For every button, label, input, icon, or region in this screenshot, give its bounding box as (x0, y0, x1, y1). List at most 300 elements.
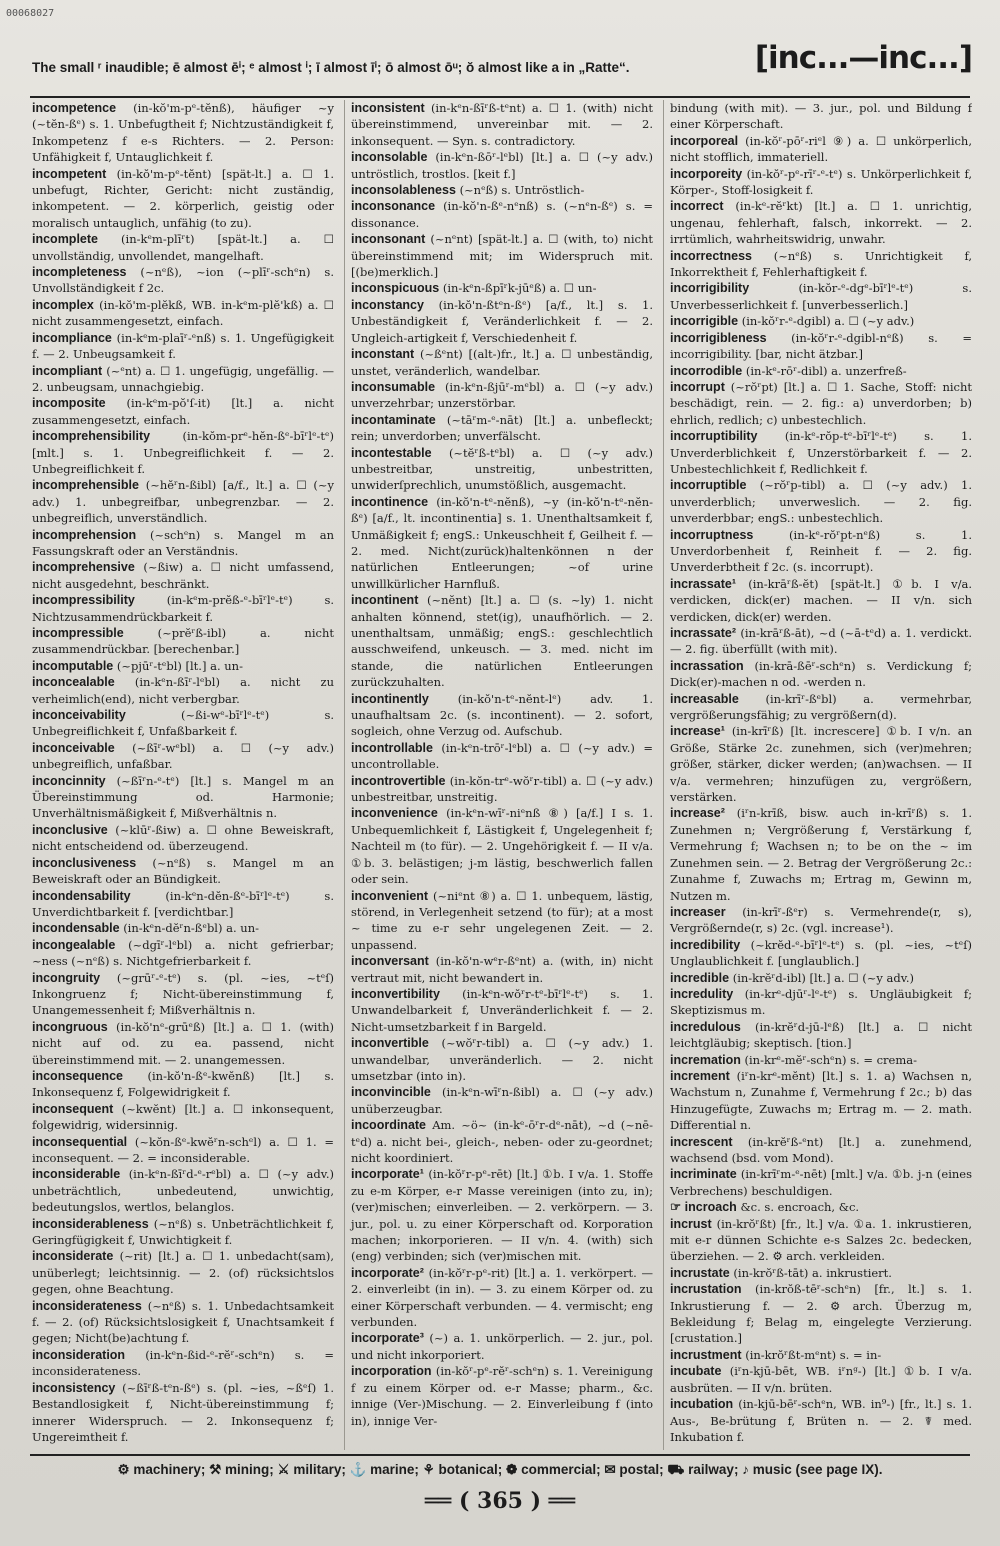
headword: incorrigibility (670, 281, 750, 296)
headword: incontinently (351, 691, 429, 706)
dictionary-entry (351, 805, 653, 887)
entry-definition: (in-kᵉn-ßīʳß-tᵉnt) a. ☐ 1. (with) nicht übereinstimmend, unvereinbar mit. — 2. inkonsequent. — Syn. s. contradictory. (351, 101, 653, 148)
entry-definition: (~ßiw) a. ☐ nicht umfassend, nicht ausgedehnt, beschränkt. (32, 560, 334, 591)
entry-definition: (in-kŏm-prᵉ-hĕn-ßᵉ-bīʳlᵉ-tᵉ) [mlt.] s. 1. Unbegreiflichkeit f. — 2. Unbegreiflichkeit f. (32, 429, 334, 476)
headword: incorruptibility (670, 429, 758, 444)
entry-definition: (iʳn-krᵉ-mĕnt) [lt.] s. 1. a) Wachsen n, Wachstum n, Zunahme f, Vermehrung f 2c.; b) das Hinzugefügte, Zuwachs m; Ertrag m. — 2. math. Differential n. (670, 1068, 972, 1133)
dictionary-entry (351, 888, 653, 954)
dictionary-entry (670, 658, 972, 691)
headword: inconsideration (32, 1347, 126, 1362)
dictionary-entry (351, 379, 653, 412)
entry-definition: (in-krīʳ-ßᵉbl) a. vermehrbar, vergrößerungsfähig; zu vergrößern(d). (670, 691, 972, 723)
dictionary-entry (351, 182, 653, 198)
dictionary-entry (32, 1134, 334, 1167)
entry-definition: (in-kŏ'n-ßᵉ-nᵉnß) s. (~nᵉn-ßᵉ) s. = dissonance. (351, 199, 653, 230)
headword: incorruptible (670, 478, 747, 493)
entry-definition: (in-kᵉ-rŏp-tᵉ-bīʳlᵉ-tᵉ) s. 1. Unverderblichkeit f, Unzerstörbarkeit f. — 2. Unbestechlichkeit f, Redlichkeit f. (670, 429, 972, 476)
dictionary-entry (670, 1134, 972, 1167)
dictionary-entry (32, 231, 334, 264)
dictionary-entry (670, 691, 972, 724)
entry-definition: (in-kᵉn-dĕn-ßᵉ-bīʳlᵉ-tᵉ) s. Unverdichtbarkeit f. [verdichtbar.] (32, 888, 334, 919)
dictionary-entry (670, 363, 972, 379)
entry-definition: (in-kŏʳ-pōʳ-riᵉl ⑨) a. ☐ unkörperlich, nicht stofflich, immateriell. (670, 133, 972, 165)
headword: incorrodible (670, 363, 743, 378)
dictionary-entry (351, 1084, 653, 1117)
page-number: ══ ( 365 ) ══ (424, 1488, 576, 1514)
headword: incredulity (670, 986, 734, 1001)
headword: incorruptness (670, 527, 754, 542)
header-rule (30, 96, 970, 98)
dictionary-entry (32, 527, 334, 560)
footer-rule (30, 1454, 970, 1456)
dictionary-entry (32, 395, 334, 428)
dictionary-entry (351, 986, 653, 1035)
dictionary-entry (32, 1347, 334, 1380)
entry-definition: (~ßīʳ-wᵉbl) a. ☐ (~y adv.) unbegreiflich, unfaßbar. (32, 740, 334, 772)
entry-definition: (in-kŏʳr-pᵉ-rēt) [lt.] ①b. I v/a. 1. Stoffe zu e-m Körper, e-r Masse vereinigen (into zu, in); (ver)mischen; einverleiben. — 2. verkörpern. — 3. jur., pol. u. zu einer Körperschaft od. Korporation machen; inkorporieren. — II v/n. 4. (with) sich (eng) verbinden; sich (ver)mischen mit. (351, 1167, 653, 1264)
dictionary-entry (351, 1166, 653, 1264)
entry-definition: (~nᵉß) s. Untröstlich- (459, 183, 585, 198)
entry-definition: (~niᵉnt ⑧) a. ☐ 1. unbequem, lästig, störend, in Verlegenheit setzend (to für); at a most ~ time zu e-r sehr ungelegenen Zeit. — 2. unpassend. (351, 888, 653, 952)
headword: incorporate³ (351, 1331, 424, 1346)
entry-definition: (in-kᵉn-ßjūʳ-mᵉbl) a. ☐ (~y adv.) unverzehrbar; unzerstörbar. (351, 379, 653, 411)
entry-definition: (in-krŏß-tēʳ-schᵉn) [fr., lt.] s. 1. Inkrustierung f. — 2. ⚙ arch. Überzug m, Bekleidung f; Belag m, eingelegte Verzierung. [crustation.] (670, 1282, 972, 1346)
dictionary-entry (32, 658, 334, 674)
dictionary-entry (670, 970, 972, 986)
entry-definition: (~) a. 1. unkörperlich. — 2. jur., pol. und nicht inkorporiert. (351, 1331, 653, 1362)
headword: incrassation (670, 658, 744, 673)
dictionary-entry (351, 1330, 653, 1363)
entry-definition: (in-kᵉn-wīʳ-niᵉnß ⑧) [a/f.] I s. 1. Unbequemlichkeit f, Lästigkeit f, Ungelegenheit f; Nachteil m (to für). — 2. Ungehörigkeit f. — II v/a. ①b. 3. belästigen; j-m lästig, beschwerlich fallen oder sein. (351, 806, 653, 887)
headword: incomputable (32, 658, 114, 673)
headword: incrassate² (670, 626, 737, 640)
entry-definition: (in-kŏ'n-tᵉ-nĕnt-lᵉ) adv. 1. unaufhaltsam 2c. (s. incontinent). — 2. sofort, sogleich, ohne Verzug od. Aufschub. (351, 691, 653, 739)
entry-definition: (in-kŏʳr-ᵉ-dgibl-nᵉß) s. = incorrigibility. [bar, nicht ätzbar.] (670, 330, 972, 362)
entry-definition: (~schᵉn) s. Mangel m an Fassungskraft oder an Verständnis. (32, 527, 334, 558)
entry-definition: (in-krā-ßēʳ-schᵉn) s. Verdickung f; Dick(er)-machen n od. -werden n. (670, 658, 972, 690)
dictionary-entry (670, 723, 972, 805)
headword: inconcealable (32, 675, 115, 690)
headword: incrustment (670, 1347, 742, 1362)
dictionary-entry (351, 445, 653, 494)
headword: incontinence (351, 494, 429, 509)
entry-definition: (in-krĕʳß-ᵉnt) [lt.] a. zunehmend, wachsend (bsd. vom Mond). (670, 1134, 972, 1165)
dictionary-entry (351, 494, 653, 592)
headword: inconvenient (351, 888, 429, 903)
headword: incrust (670, 1216, 712, 1231)
entry-definition: (~nᵉß) s. Mangel m an Beweiskraft oder an Bündigkeit. (32, 855, 334, 887)
headword: inconsequential (32, 1134, 128, 1149)
headword: increase² (670, 806, 725, 821)
entry-definition: (in-krĕʳd-jū-lᵉß) [lt.] a. ☐ nicht leichtgläubig; skeptisch. [tion.] (670, 1019, 972, 1051)
entry-definition: (in-krīʳm-ᵉ-nēt) [mlt.] v/a. ①b. j-n (eines Verbrechens) beschuldigen. (670, 1167, 972, 1198)
dictionary-entry (351, 740, 653, 773)
entry-definition: (~ßīʳß-tᵉn-ßᵉ) s. (pl. ~ies, ~ßᵉſ) 1. Bestandlosigkeit f, Nicht-übereinstimmung f; innerer Widerspruch. — 2. Inkonsequenz f; Ungereimtheit f. (32, 1380, 334, 1444)
dictionary-entry (32, 428, 334, 477)
dictionary-entry (32, 264, 334, 297)
headword: inconsiderateness (32, 1298, 142, 1313)
dictionary-entry (670, 379, 972, 428)
headword: increasable (670, 691, 739, 706)
headword: increase¹ (670, 724, 725, 739)
entry-definition: (in-kŏ'n-ßtᵉn-ßᵉ) [a/f., lt.] s. 1. Unbeständigkeit f, Veränderlichkeit f. — 2. Ungleich-artigkeit f, Verschiedenheit f. (351, 297, 653, 345)
headword: incomprehensible (32, 478, 139, 493)
dictionary-entry (351, 691, 653, 740)
dictionary-entry (670, 986, 972, 1019)
entry-definition: (in-krĕʳd-ibl) [lt.] a. ☐ (~y adv.) (732, 970, 915, 985)
headword: inconspicuous (351, 281, 440, 296)
dictionary-entry (32, 1298, 334, 1347)
headword: inconstant (351, 347, 415, 362)
entry-definition: (~wŏʳr-tibl) a. ☐ (~y adv.) 1. unwandelbar, unveränderlich. — 2. nicht umsetzbar (into in). (351, 1036, 653, 1083)
headword: incontestable (351, 445, 432, 460)
headword: incongruity (32, 970, 101, 985)
headword: incorporation (351, 1364, 432, 1379)
dictionary-entry (32, 1216, 334, 1249)
headword: incoordinate (351, 1118, 427, 1133)
dictionary-entry (32, 707, 334, 740)
entry-definition: (~nᵉß) s. Unbeträchtlichkeit f, Geringfügigkeit f, Unwichtigkeit f. (32, 1216, 334, 1248)
headword: ☞ incroach (670, 1200, 737, 1215)
dictionary-entry (670, 100, 972, 133)
headword: incontinent (351, 593, 419, 608)
entry-definition: (in-kᵉn-ßpīʳk-jūᵉß) a. ☐ un- (442, 281, 597, 296)
headword: inconcinnity (32, 773, 106, 788)
dictionary-entry (32, 166, 334, 232)
entry-definition: (in-kŏʳ-pᵉ-rīʳ-ᵉ-tᵉ) s. Unkörperlichkeit f, Körper-, Stoff-losigkeit f. (670, 166, 972, 198)
entry-definition: (~kŏn-ßᵉ-kwĕʳn-schᵉl) a. ☐ 1. = inconsequent. — 2. = inconsiderable. (32, 1134, 334, 1165)
headword: incondensable (32, 921, 120, 936)
entry-definition: (in-krŏʳßt-mᵉnt) s. = in- (745, 1347, 882, 1362)
dictionary-entry (32, 1068, 334, 1101)
entry-definition: (in-kᵉn-ßīʳ-lᵉbl) a. nicht zu verheimlich(end), nicht verbergbar. (32, 675, 334, 706)
dictionary-entry (670, 1216, 972, 1265)
headword: incontaminate (351, 412, 436, 427)
entry-definition: (in-kᵉn-trōʳ-lᵉbl) a. ☐ (~y adv.) = uncontrollable. (351, 740, 653, 772)
entry-definition: (in-kŏ'nᵉ-grūᵉß) [lt.] a. ☐ 1. (with) nicht auf od. zu ea. passend, nicht übereinstimmend mit. — 2. unangemessen. (32, 1019, 334, 1067)
headword: incompleteness (32, 265, 127, 280)
dictionary-entry (351, 1265, 653, 1331)
entry-definition: (in-kᵉn-ßīʳd-ᵉ-rᵉbl) a. ☐ (~y adv.) unbeträchtlich, unbedeutend, unwichtig, bedeutungslos, wertlos, belanglos. (32, 1167, 334, 1215)
dictionary-entry (670, 937, 972, 970)
entry-definition: (in-kŏ'n-wᵉr-ßᵉnt) a. (with, in) nicht vertraut mit, nicht bewandert in. (351, 954, 653, 985)
headword: incrustation (670, 1282, 742, 1297)
dictionary-entry (670, 805, 972, 903)
headword: inconclusiveness (32, 855, 137, 870)
headword: inconversant (351, 954, 429, 969)
dictionary-entry (670, 133, 972, 166)
headword: incomposite (32, 396, 106, 411)
entry-definition: (~grūʳ-ᵉ-tᵉ) s. (pl. ~ies, ~tᵉſ) Inkongruenz f; Nicht-übereinstimmung f, Unangemessenheit f; Mißverhältnis n. (32, 970, 334, 1018)
column-middle (344, 100, 653, 1450)
dictionary-entry (351, 280, 653, 296)
dictionary-entry (670, 330, 972, 363)
dictionary-entry (351, 198, 653, 231)
dictionary-entry (32, 920, 334, 936)
headword: inconclusive (32, 822, 108, 837)
dictionary-entry (351, 1035, 653, 1084)
entry-definition: (in-kᵉn-wŏʳr-tᵉ-bīʳlᵉ-tᵉ) s. 1. Unwandelbarkeit f, Unveränderlichkeit f. — 2. Nicht-umsetzbarkeit f in Bargeld. (351, 986, 653, 1034)
dictionary-entry (351, 412, 653, 445)
headword: inconstancy (351, 297, 424, 312)
dictionary-entry (670, 280, 972, 313)
entry-definition: (~dgīʳ-lᵉbl) a. nicht gefrierbar; ~ness (~nᵉß) s. Nichtgefrierbarkeit f. (32, 937, 334, 969)
headword: increment (670, 1068, 730, 1083)
headword: inconvertibility (351, 986, 440, 1001)
headword: incomprehensibility (32, 429, 151, 444)
column-left (32, 100, 334, 1450)
dictionary-entry (32, 592, 334, 625)
headword: incubate (670, 1364, 722, 1379)
pronunciation-key: The small ʳ inaudible; ē almost ēⁱ; ᵉ almost ⁱ; ī almost īⁱ; ō almost ōᵘ; ŏ almost like a in „Ratte“. (32, 60, 630, 75)
headword: incomplex (32, 297, 94, 312)
headword: increaser (670, 904, 726, 919)
dictionary-entry (351, 346, 653, 379)
column-right (663, 100, 972, 1450)
dictionary-entry (670, 1052, 972, 1068)
dictionary-entry (670, 1166, 972, 1199)
entry-definition: (in-krŏʳßt) [fr., lt.] v/a. ①a. 1. inkrustieren, mit e-r dünnen Schichte e-s Salzes 2c. bedecken, überziehen. — 2. ⚙ arch. verkleiden. (670, 1216, 972, 1264)
headword: inconsumable (351, 379, 436, 394)
entry-definition: (in-kᵉ-rŏʳpt-nᵉß) s. 1. Unverdorbenheit f, Reinheit f. — 2. fig. Unverderbtheit f 2c. (s. incorrupt). (670, 527, 972, 575)
dictionary-entry (670, 313, 972, 329)
dictionary-entry (670, 1068, 972, 1134)
dictionary-entry (670, 1265, 972, 1281)
dictionary-entry (670, 1347, 972, 1363)
headword: inconsolableness (351, 183, 456, 198)
entry-definition: (~nᵉß) s. Unrichtigkeit f, Inkorrektheit f, Fehlerhaftigkeit f. (670, 248, 972, 280)
dictionary-entry (351, 592, 653, 690)
headword: inconsolable (351, 150, 428, 165)
headword: inconsequent (32, 1101, 114, 1116)
dictionary-entry (32, 1380, 334, 1446)
entry-definition: (~kwĕnt) [lt.] a. ☐ inkonsequent, folgewidrig, widersinnig. (32, 1101, 334, 1133)
dictionary-entry (670, 1281, 972, 1347)
headword: incompressibility (32, 593, 135, 608)
entry-definition: (in-kᵉ-rĕʳkt) [lt.] a. ☐ 1. unrichtig, ungenau, fehlerhaft, falsch, inkorrekt. — 2. irrtümlich, wahrheitswidrig, unwahr. (670, 199, 972, 247)
entry-definition: (in-kᵉn-ßid-ᵉ-rĕʳ-schᵉn) s. = inconsiderateness. (32, 1347, 334, 1379)
dictionary-entry (32, 100, 334, 166)
entry-definition: (~ßi-wᵉ-bīʳlᵉ-tᵉ) s. Unbegreiflichkeit f, Unfaßbarkeit f. (32, 708, 334, 739)
dictionary-entry (670, 904, 972, 937)
dictionary-entry (351, 1117, 653, 1166)
headword: incorporeal (670, 133, 739, 148)
entry-definition: (~nᵉnt) [spät-lt.] a. ☐ (with, to) nicht übereinstimmend mit; im Widerspruch mit. [(be)merklich.] (351, 232, 653, 280)
headword: inconceivability (32, 708, 126, 723)
headword: inconvertible (351, 1036, 429, 1051)
entry-definition: (~pjūʳ-tᵉbl) [lt.] a. un- (116, 658, 243, 673)
entry-definition: bindung (with mit). — 3. jur., pol. und Bildung f einer Körperschaft. (670, 101, 972, 132)
headword: inconsonant (351, 232, 426, 247)
dictionary-entry (32, 559, 334, 592)
dictionary-entry (351, 297, 653, 346)
headword: inconceivable (32, 740, 115, 755)
headword: incontrollable (351, 740, 433, 755)
entry-definition: (~nᵉß) s. 1. Unbedachtsamkeit f. — 2. (of) Rücksichtslosigkeit f, Unachtsamkeit f gegen; Nicht(be)achtung f. (32, 1298, 334, 1346)
headword: incomplete (32, 232, 98, 247)
headword: incomprehension (32, 527, 137, 542)
dictionary-entry (32, 1101, 334, 1134)
dictionary-entry (32, 625, 334, 658)
dictionary-entry (32, 822, 334, 855)
dictionary-entry (351, 773, 653, 806)
entry-definition: (~ᵉnt) a. ☐ 1. ungefügig, ungefällig. — 2. unbeugsam, unnachgiebig. (32, 363, 334, 394)
entry-definition: (in-kŏ'm-pᵉ-tĕnt) [spät-lt.] a. ☐ 1. unbefugt, Richter, Gericht: nicht zuständig, inkompetent. — 2. körperlich, geistig oder moralisch untauglich, unfähig (to zu). (32, 166, 334, 230)
headword: incompressible (32, 626, 124, 640)
entry-definition: (in-krāʳß-ĕt) [spät-lt.] ①b. I v/a. verdicken, dick(er) machen. — II v/n. sich verdicken, dick(er) werden. (670, 576, 972, 624)
entry-definition: (~ßīʳn-ᵉ-tᵉ) [lt.] s. Mangel m an Übereinstimmung od. Harmonie; Unverhältnismäßigkeit f, Mißverhältnis n. (32, 773, 334, 821)
headword: incorrigible (670, 314, 739, 329)
dictionary-entry (32, 297, 334, 330)
dictionary-entry (670, 1199, 972, 1215)
headword: incorrect (670, 199, 724, 214)
entry-definition: (in-kᵉm-prĕß-ᵉ-bīʳlᵉ-tᵉ) s. Nichtzusammendrückbarkeit f. (32, 593, 334, 624)
headword: incorporeity (670, 166, 743, 181)
entry-columns (32, 100, 972, 1450)
entry-definition: (in-kᵉm-plīʳt) [spät-lt.] a. ☐ unvollständig, unvollendet, mangelhaft. (32, 232, 334, 263)
entry-definition: (in-kᵉm-pŏ'ſ-it) [lt.] a. nicht zusammengesetzt, einfach. (32, 396, 334, 427)
entry-definition: (in-kŏ'm-pᵉ-tĕnß), häufiger ~y (~tĕn-ßᵉ) s. 1. Unbefugtheit f; Nichtzuständigkeit f, Inkompetenz f e-s Richters. — 2. Person: Unfähigkeit f, Untauglichkeit f. (32, 101, 334, 165)
headword: inconsistency (32, 1380, 116, 1395)
headword: incredulous (670, 1019, 741, 1034)
dictionary-entry (670, 527, 972, 576)
entry-definition: (~ßᵉnt) [(alt-)fr., lt.] a. ☐ unbeständig, unstet, veränderlich, wandelbar. (351, 347, 653, 378)
headword: incrustate (670, 1265, 730, 1280)
entry-definition: (~klūʳ-ßiw) a. ☐ ohne Beweiskraft, nicht entscheidend od. überzeugend. (32, 822, 334, 854)
headword: incongealable (32, 937, 116, 952)
entry-definition: (~tĕʳß-tᵉbl) a. ☐ (~y adv.) unbestreitbar, unstreitig, unbestritten, unwiderſprechlich, unumstößlich, ausgemacht. (351, 445, 653, 493)
symbol-legend: ⚙ machinery; ⚒ mining; ⚔ military; ⚓ marine; ⚘ botanical; ❁ commercial; ✉ postal; ⛟ railway; ♪ music (see page IX). (117, 1462, 883, 1477)
dictionary-entry (670, 248, 972, 281)
entry-definition: (in-kŏ'n-ßᵉ-kwĕnß) [lt.] s. Inkonsequenz f, Folgewidrigkeit f. (32, 1068, 334, 1100)
headword: incorporate² (351, 1265, 424, 1280)
entry-definition: (~hĕʳn-ßibl) [a/f., lt.] a. ☐ (~y adv.) 1. unbegreifbar, unbegrenzbar. — 2. unbegreiflich, unverständlich. (32, 478, 334, 526)
entry-definition: (in-krīʳ-ßᵉr) s. Vermehrende(r, s), Vergrößernde(r, s) 2c. (vgl. increase¹). (670, 904, 972, 936)
headword: incorrupt (670, 379, 725, 394)
headword: inconsiderableness (32, 1216, 149, 1231)
dictionary-entry (670, 1396, 972, 1445)
dictionary-entry (351, 149, 653, 182)
entry-definition: (~rŏʳpt) [lt.] a. ☐ 1. Sache, Stoff: nicht beschädigt, rein. — 2. fig.: a) unverdorben; b) ehrlich, redlich; c) unbestechlich. (670, 379, 972, 427)
entry-definition: (in-krᵉ-djūʳ-lᵉ-tᵉ) s. Ungläubigkeit f; Skeptizismus m. (670, 986, 972, 1018)
headword: incompetence (32, 101, 117, 115)
entry-definition: (in-kᵉn-ßōʳ-lᵉbl) [lt.] a. ☐ (~y adv.) untröstlich, trostlos. [keit f.] (351, 150, 653, 181)
headword: inconsonance (351, 199, 436, 214)
headword: incondensability (32, 888, 131, 903)
headword: incredibility (670, 937, 741, 952)
dictionary-entry (670, 1019, 972, 1052)
headword: incorporate¹ (351, 1167, 424, 1182)
entry-definition: (in-kŏʳ-pᵉ-rĕʳ-schᵉn) s. 1. Vereinigung f zu einem Körper od. e-r Masse; pharm., &c. innige (Ver-)Mischung. — 2. Einverleibung f (into in), innige Ver- (351, 1364, 653, 1428)
entry-definition: (~rit) [lt.] a. ☐ 1. unbedacht(sam), unüberlegt; leichtsinnig. — 2. (of) rücksichtslos gegen, ohne Beachtung. (32, 1249, 334, 1297)
entry-definition: (~tāʳm-ᵉ-nāt) [lt.] a. unbefleckt; rein; unverdorben; unverfälscht. (351, 412, 653, 444)
entry-definition: (in-kŏn-trᵉ-wŏʳr-tibl) a. ☐ (~y adv.) unbestreitbar, unstreitig. (351, 773, 653, 805)
headword: incompliance (32, 330, 112, 345)
entry-definition: (in-kŏ'n-tᵉ-nĕnß), ~y (in-kŏ'n-tᵉ-nĕn-ßᵉ) [a/f., lt. incontinentia] s. 1. Unenthaltsamkeit f, Unmäßigkeit f; engS.: Unkeuschheit f, Geilheit f. — 2. med. Nicht(zurück)haltenkönnen n der natürlichen Entleerungen; ~of urine unwillkürlicher Harnfluß. (351, 494, 653, 591)
dictionary-entry (351, 231, 653, 280)
headword: incompetent (32, 166, 107, 181)
headword: incredible (670, 970, 730, 985)
dictionary-entry (670, 625, 972, 658)
dictionary-entry (32, 1248, 334, 1297)
dictionary-entry (670, 477, 972, 526)
headword: incontrovertible (351, 773, 446, 788)
dictionary-entry (32, 970, 334, 1019)
entry-definition: (iʳn-krīß, bisw. auch in-krīʳß) s. 1. Zunehmen n; Vergrößerung f, Verstärkung f, Vermehrung f; Wachsen n; to be on the ~ im Zunehmen sein. — 2. Betrag der Vergrößerung 2c.: Zunahme f, Zuwachs m; Ertrag m, Gewinn m, Nutzen m. (670, 806, 972, 903)
dictionary-entry (670, 166, 972, 199)
headword: incomprehensive (32, 560, 135, 575)
dictionary-entry (32, 740, 334, 773)
scan-id: 00068027 (6, 8, 55, 19)
headword: incongruous (32, 1019, 108, 1034)
entry-definition: (in-krŏʳß-tāt) a. inkrustiert. (733, 1265, 892, 1280)
dictionary-entry (32, 937, 334, 970)
dictionary-entry (32, 855, 334, 888)
entry-definition: (in-kᵉn-wīʳn-ßibl) a. ☐ (~y adv.) unüberzeugbar. (351, 1085, 653, 1116)
headword: incrassate¹ (670, 576, 737, 591)
headword: inconsiderate (32, 1249, 114, 1264)
entry-definition: (in-kᵉn-dĕʳn-ßᵉbl) a. un- (123, 921, 259, 936)
dictionary-entry (32, 674, 334, 707)
entry-definition: (in-kŏ'm-plĕkß, WB. in-kᵉm-plĕ'kß) a. ☐ nicht zusammengesetzt, einfach. (32, 297, 334, 329)
entry-definition: (in-kᵉm-plaīʳ-ᵉnß) s. 1. Ungefügigkeit f. — 2. Unbeugsamkeit f. (32, 330, 334, 362)
headword: inconvenience (351, 806, 438, 821)
dictionary-entry (32, 773, 334, 822)
dictionary-entry (32, 363, 334, 396)
entry-definition: Am. ~ö~ (in-kᵉ-ōʳr-dᵉ-nāt), ~d (~nē-tᵉd) a. nicht bei-, gleich-, neben- oder zu-geordnet; nicht koordiniert. (351, 1118, 653, 1165)
entry-definition: (in-kŏr-ᵉ-dgᵉ-bīʳlᵉ-tᵉ) s. Unverbesserlichkeit f. [unverbesserlich.] (670, 281, 972, 312)
headword: inconsiderable (32, 1167, 121, 1182)
headword: incubation (670, 1397, 734, 1412)
headword: inconsistent (351, 101, 425, 115)
headword: incorrigibleness (670, 330, 767, 345)
headword: incremation (670, 1052, 741, 1067)
headword: inconvincible (351, 1085, 431, 1100)
entry-definition: (iʳn-kjū-bēt, WB. iʳnᵍ-) [lt.] ①b. I v/a. ausbrüten. — II v/n. brüten. (670, 1364, 972, 1395)
entry-definition: (in-krīʳß) [lt. increscere] ①b. I v/n. an Größe, Stärke 2c. zunehmen, sich (ver)mehren; größer, stärker, dicker werden; (an)wachsen. — II v/a. vermehren; hinzufügen zu, vergrößern, verstärken. (670, 724, 972, 805)
headword: incompliant (32, 363, 103, 378)
dictionary-entry (32, 477, 334, 526)
entry-definition: (in-kjū-bēʳ-schᵉn, WB. in⁹-) [fr., lt.] s. 1. Aus-, Be-brütung f, Brüten n. — 2. ☤ med. Inkubation f. (670, 1397, 972, 1444)
entry-definition: (in-krāʳß-āt), ~d (~ā-tᵉd) a. 1. verdickt. — 2. fig. überfüllt (with mit). (670, 626, 972, 657)
entry-definition: (~nĕnt) [lt.] a. ☐ (s. ~ly) 1. nicht anhalten könnend, stet(ig), unaufhörlich. — 2. unenthaltsam, unmäßig; engS.: geschlechtlich ausschweifend, unkeusch. — 3. med. nicht im stande, die natürlichen Entleerungen zurückzuhalten. (351, 593, 653, 690)
entry-definition: (~krĕd-ᵉ-bīʳlᵉ-tᵉ) s. (pl. ~ies, ~tᵉſ) Unglaublichkeit f. [unglaublich.] (670, 937, 972, 969)
dictionary-entry (32, 888, 334, 921)
headword: incriminate (670, 1167, 737, 1182)
dictionary-entry (351, 100, 653, 149)
entry-definition: &c. s. encroach, &c. (740, 1200, 860, 1215)
entry-definition: (~prĕʳß-ibl) a. nicht zusammendrückbar. [berechenbar.] (32, 626, 334, 657)
entry-definition: (in-kᵉ-rōʳ-dibl) a. unzerfreß- (745, 363, 907, 378)
headword: increscent (670, 1134, 733, 1149)
dictionary-entry (670, 198, 972, 247)
entry-definition: (in-kŏʳr-ᵉ-dgibl) a. ☐ (~y adv.) (741, 314, 915, 329)
headword: inconsequence (32, 1068, 123, 1083)
entry-definition: (in-krᵉ-mĕʳ-schᵉn) s. = crema- (744, 1052, 918, 1067)
entry-definition: (in-kŏʳr-pᵉ-rit) [lt.] a. 1. verkörpert. — 2. einverleibt (in in). — 3. zu einem Körper od. zu einer Körperschaft verbunden. — 4. vermischt; eng verbunden. (351, 1265, 653, 1330)
entry-definition: (~rŏʳp-tibl) a. ☐ (~y adv.) 1. unverderblich; unverweslich. — 2. fig. unverderbbar; engS.: unbestechlich. (670, 478, 972, 526)
dictionary-entry (670, 576, 972, 625)
page-header (28, 36, 978, 96)
headword: incorrectness (670, 248, 752, 263)
entry-definition: (~nᵉß), ~ion (~plīʳ-schᵉn) s. Unvollständigkeit f 2c. (32, 265, 334, 296)
guide-words: [inc...—inc...] (754, 40, 972, 76)
dictionary-entry (670, 428, 972, 477)
dictionary-entry (351, 1363, 653, 1429)
dictionary-entry (351, 953, 653, 986)
dictionary-entry (32, 330, 334, 363)
dictionary-entry (32, 1166, 334, 1215)
